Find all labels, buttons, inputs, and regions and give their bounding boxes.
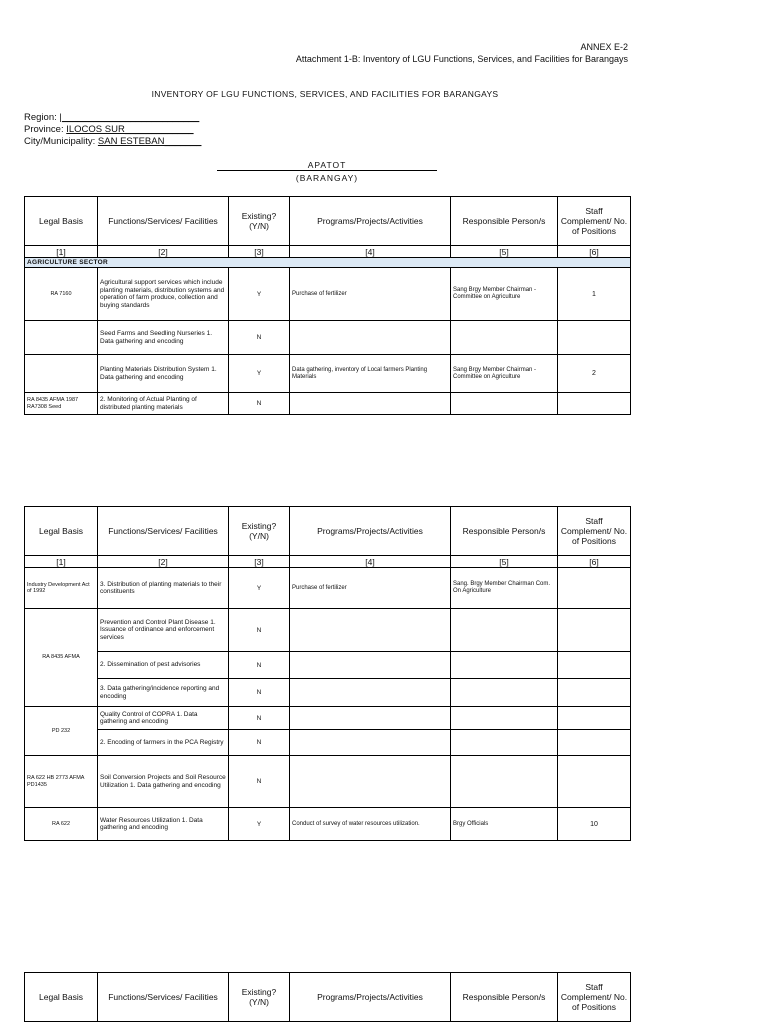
function-cell: 2. Dissemination of pest advisories [98, 652, 229, 679]
program-cell [290, 321, 451, 355]
existing-cell: N [229, 393, 290, 415]
attachment-title: Attachment 1-B: Inventory of LGU Functions, Services, and Facilities for Barangays [295, 54, 628, 64]
staff-cell [558, 568, 631, 609]
col-functions: Functions/Services/ Facilities [98, 507, 229, 556]
table-row [25, 355, 631, 393]
staff-cell [558, 652, 631, 679]
col-existing: Existing? (Y/N) [229, 973, 290, 1022]
col-staff: Staff Complement/ No. of Positions [558, 507, 631, 556]
table-row [25, 268, 631, 321]
table-row [25, 756, 631, 808]
existing-cell: N [229, 707, 290, 730]
province-value: ILOCOS SUR_____________ [66, 124, 194, 135]
inventory-table-2 [24, 506, 631, 841]
col-number: [5] [451, 246, 558, 258]
program-cell [290, 756, 451, 808]
responsible-cell: Sang Brgy Member Chairman - Committee on Agriculture [451, 268, 558, 321]
col-programs: Programs/Projects/Activities [290, 973, 451, 1022]
city-value: SAN ESTEBAN_______ [97, 136, 202, 147]
col-responsible: Responsible Person/s [451, 507, 558, 556]
city-label: City/Municipality: [24, 136, 96, 147]
col-number: [2] [98, 556, 229, 568]
staff-cell: 2 [558, 355, 631, 393]
legal-basis-cell [25, 355, 98, 393]
staff-cell [558, 756, 631, 808]
legal-basis-cell: RA 8435 AFMA 1987 RA7308 Seed [25, 393, 98, 415]
staff-cell: 10 [558, 808, 631, 841]
province-label: Province: [24, 124, 64, 135]
col-number: [4] [290, 246, 451, 258]
legal-basis-cell: RA 8435 AFMA [25, 609, 98, 707]
responsible-cell [451, 393, 558, 415]
col-number: [3] [229, 246, 290, 258]
staff-cell [558, 679, 631, 707]
program-cell: Conduct of survey of water resources utilization. [290, 808, 451, 841]
col-responsible: Responsible Person/s [451, 973, 558, 1022]
responsible-cell [451, 730, 558, 756]
existing-cell: Y [229, 355, 290, 393]
inventory-table-1 [24, 196, 631, 415]
column-number-row [25, 556, 631, 568]
table-row [25, 679, 631, 707]
staff-cell [558, 707, 631, 730]
inventory-table-3 [24, 972, 631, 1022]
barangay-name: APATOT [307, 160, 347, 170]
col-staff: Staff Complement/ No. of Positions [558, 973, 631, 1022]
table-row [25, 568, 631, 609]
table-row [25, 609, 631, 652]
col-number: [5] [451, 556, 558, 568]
col-number: [2] [98, 246, 229, 258]
document-title: INVENTORY OF LGU FUNCTIONS, SERVICES, AND FACILITIES FOR BARANGAYS [151, 89, 499, 99]
table-row [25, 707, 631, 730]
province-field [24, 124, 194, 135]
program-cell [290, 652, 451, 679]
col-responsible: Responsible Person/s [451, 197, 558, 246]
col-number: [3] [229, 556, 290, 568]
function-cell: Water Resources Utilization 1. Data gathering and encoding [98, 808, 229, 841]
program-cell: Purchase of fertilizer [290, 268, 451, 321]
col-number: [6] [558, 556, 631, 568]
responsible-cell [451, 652, 558, 679]
column-number-row [25, 246, 631, 258]
responsible-cell: Brgy Officials [451, 808, 558, 841]
col-staff: Staff Complement/ No. of Positions [558, 197, 631, 246]
existing-cell: N [229, 756, 290, 808]
legal-basis-cell: RA 7160 [25, 268, 98, 321]
table-row [25, 730, 631, 756]
region-value: |__________________________ [59, 112, 200, 123]
city-field [24, 136, 201, 147]
function-cell: 2. Encoding of farmers in the PCA Registry [98, 730, 229, 756]
function-cell: Prevention and Control Plant Disease 1. Issuance of ordinance and enforcement services [98, 609, 229, 652]
col-functions: Functions/Services/ Facilities [98, 973, 229, 1022]
col-legal-basis: Legal Basis [25, 197, 98, 246]
responsible-cell [451, 707, 558, 730]
existing-cell: Y [229, 568, 290, 609]
region-field [24, 112, 199, 123]
responsible-cell [451, 679, 558, 707]
staff-cell [558, 609, 631, 652]
barangay-caption: (BARANGAY) [295, 173, 359, 183]
col-legal-basis: Legal Basis [25, 507, 98, 556]
function-cell: Planting Materials Distribution System 1. Data gathering and encoding [98, 355, 229, 393]
legal-basis-cell: RA 622 HB 2773 AFMA PD1435 [25, 756, 98, 808]
legal-basis-cell: Industry Development Act of 1992 [25, 568, 98, 609]
program-cell [290, 393, 451, 415]
function-cell: Agricultural support services which include planting materials, distribution systems and operation of farm produce, collection and buying standards [98, 268, 229, 321]
col-existing: Existing? (Y/N) [229, 197, 290, 246]
responsible-cell [451, 609, 558, 652]
legal-basis-cell [25, 321, 98, 355]
col-number: [4] [290, 556, 451, 568]
program-cell [290, 679, 451, 707]
function-cell: 3. Data gathering/incidence reporting and encoding [98, 679, 229, 707]
col-programs: Programs/Projects/Activities [290, 507, 451, 556]
table-row [25, 393, 631, 415]
col-programs: Programs/Projects/Activities [290, 197, 451, 246]
program-cell [290, 707, 451, 730]
existing-cell: N [229, 652, 290, 679]
barangay-underline [217, 170, 437, 171]
sector-label: AGRICULTURE SECTOR [25, 258, 631, 268]
responsible-cell [451, 756, 558, 808]
existing-cell: N [229, 321, 290, 355]
table-row [25, 808, 631, 841]
existing-cell: N [229, 609, 290, 652]
function-cell: Quality Control of COPRA 1. Data gathering and encoding [98, 707, 229, 730]
col-existing: Existing? (Y/N) [229, 507, 290, 556]
table-row [25, 652, 631, 679]
existing-cell: Y [229, 268, 290, 321]
table-header-row [25, 973, 631, 1022]
responsible-cell [451, 321, 558, 355]
program-cell [290, 730, 451, 756]
program-cell [290, 609, 451, 652]
function-cell: Soil Conversion Projects and Soil Resource Utilization 1. Data gathering and encoding [98, 756, 229, 808]
function-cell: 2. Monitoring of Actual Planting of distributed planting materials [98, 393, 229, 415]
annex-label: ANNEX E-2 [580, 42, 628, 52]
col-number: [1] [25, 556, 98, 568]
col-number: [1] [25, 246, 98, 258]
staff-cell: 1 [558, 268, 631, 321]
function-cell: Seed Farms and Seedling Nurseries 1. Data gathering and encoding [98, 321, 229, 355]
program-cell: Data gathering, inventory of Local farmers Planting Materials [290, 355, 451, 393]
col-functions: Functions/Services/ Facilities [98, 197, 229, 246]
staff-cell [558, 393, 631, 415]
table-row [25, 321, 631, 355]
program-cell: Purchase of fertilizer [290, 568, 451, 609]
staff-cell [558, 730, 631, 756]
table-header-row [25, 197, 631, 246]
region-label: Region: [24, 112, 57, 123]
sector-row [25, 258, 631, 268]
existing-cell: Y [229, 808, 290, 841]
responsible-cell: Sang. Brgy Member Chairman Com. On Agriculture [451, 568, 558, 609]
existing-cell: N [229, 679, 290, 707]
col-number: [6] [558, 246, 631, 258]
col-legal-basis: Legal Basis [25, 973, 98, 1022]
responsible-cell: Sang Brgy Member Chairman - Committee on Agriculture [451, 355, 558, 393]
existing-cell: N [229, 730, 290, 756]
staff-cell [558, 321, 631, 355]
table-header-row [25, 507, 631, 556]
legal-basis-cell: RA 622 [25, 808, 98, 841]
legal-basis-cell: PD 232 [25, 707, 98, 756]
function-cell: 3. Distribution of planting materials to their constituents [98, 568, 229, 609]
